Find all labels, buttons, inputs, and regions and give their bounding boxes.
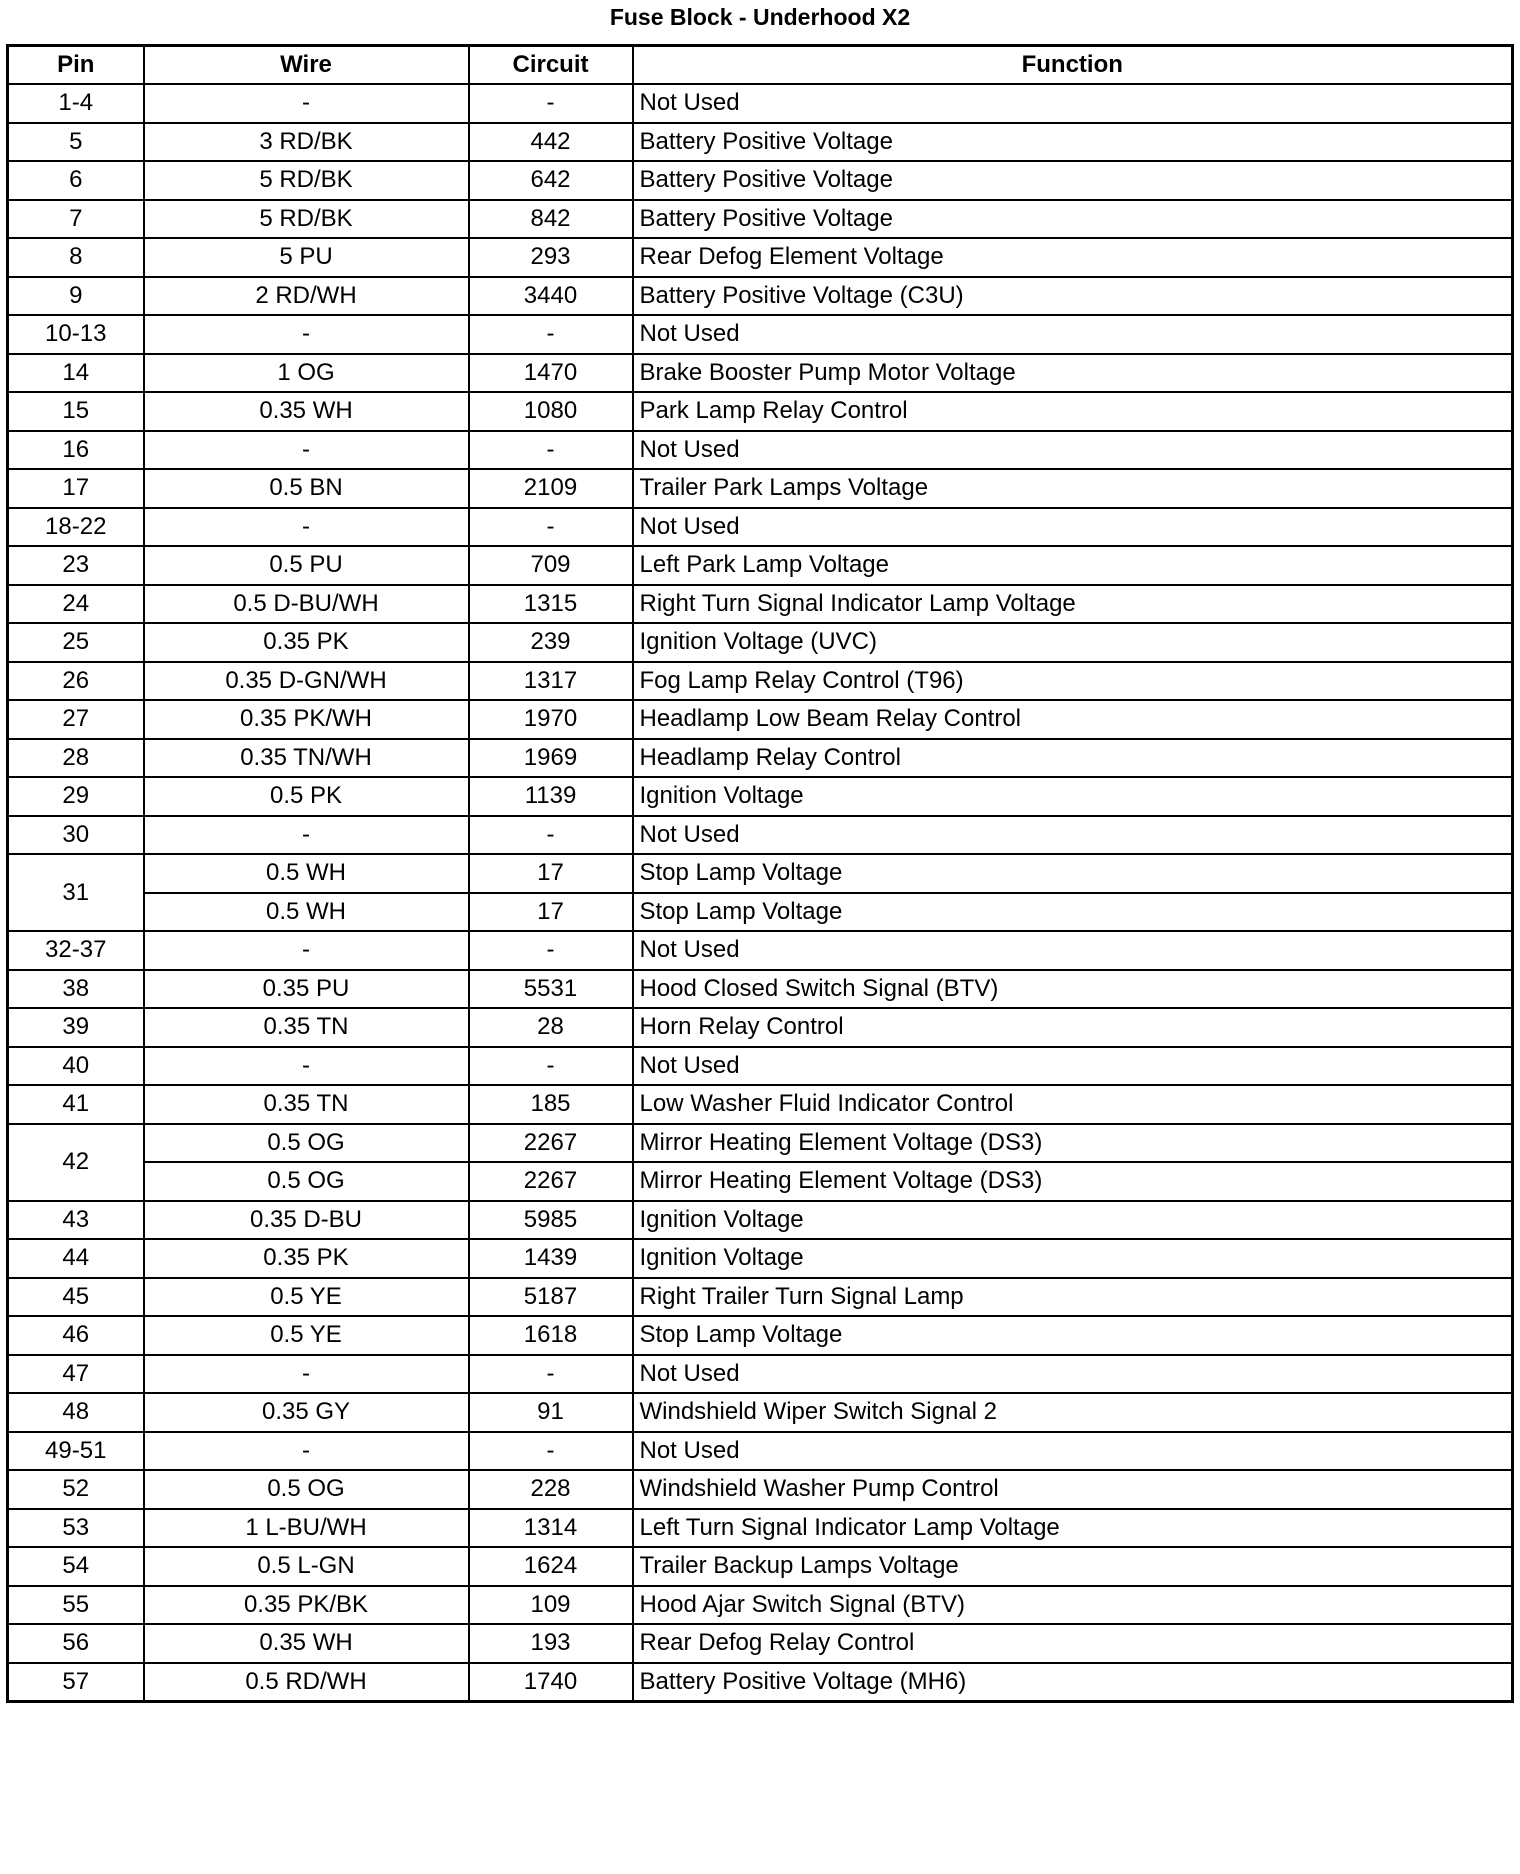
table-row — [8, 623, 1513, 662]
circuit-cell: 293 — [469, 238, 633, 277]
table-row — [8, 1278, 1513, 1317]
circuit-cell: 5531 — [469, 970, 633, 1009]
document-title: Fuse Block - Underhood X2 — [609, 4, 911, 30]
wire-cell: - — [144, 431, 469, 470]
wire-cell: 0.35 PU — [144, 970, 469, 1009]
table-row — [8, 84, 1513, 123]
function-cell: Stop Lamp Voltage — [633, 1316, 1513, 1355]
wire-cell: 0.5 WH — [144, 893, 469, 932]
pin-cell: 40 — [8, 1047, 144, 1086]
wire-cell: - — [144, 1432, 469, 1471]
table-row — [8, 1316, 1513, 1355]
wire-cell: 2 RD/WH — [144, 277, 469, 316]
pin-cell: 49-51 — [8, 1432, 144, 1471]
wire-cell: 0.35 D-GN/WH — [144, 662, 469, 701]
pin-cell: 39 — [8, 1008, 144, 1047]
function-cell: Not Used — [633, 508, 1513, 547]
pin-cell: 53 — [8, 1509, 144, 1548]
pin-cell: 18-22 — [8, 508, 144, 547]
circuit-cell: 1624 — [469, 1547, 633, 1586]
function-cell: Trailer Park Lamps Voltage — [633, 469, 1513, 508]
table-row — [8, 354, 1513, 393]
wire-cell: 0.5 WH — [144, 854, 469, 893]
pin-cell: 8 — [8, 238, 144, 277]
wire-cell: 5 RD/BK — [144, 161, 469, 200]
circuit-cell: 17 — [469, 854, 633, 893]
function-cell: Stop Lamp Voltage — [633, 854, 1513, 893]
table-row — [8, 508, 1513, 547]
table-row — [8, 1547, 1513, 1586]
wire-cell: 0.35 WH — [144, 392, 469, 431]
table-row — [8, 1586, 1513, 1625]
function-cell: Fog Lamp Relay Control (T96) — [633, 662, 1513, 701]
table-row — [8, 1355, 1513, 1394]
function-cell: Hood Ajar Switch Signal (BTV) — [633, 1586, 1513, 1625]
circuit-cell: - — [469, 1355, 633, 1394]
circuit-cell: - — [469, 931, 633, 970]
wire-cell: - — [144, 84, 469, 123]
pin-cell: 41 — [8, 1085, 144, 1124]
table-row — [8, 662, 1513, 701]
wire-cell: 0.35 PK — [144, 623, 469, 662]
function-cell: Ignition Voltage — [633, 1201, 1513, 1240]
function-cell: Mirror Heating Element Voltage (DS3) — [633, 1124, 1513, 1163]
circuit-cell: 1139 — [469, 777, 633, 816]
function-cell: Not Used — [633, 1047, 1513, 1086]
wire-cell: 0.35 PK — [144, 1239, 469, 1278]
pin-cell: 52 — [8, 1470, 144, 1509]
table-row — [8, 1124, 1513, 1163]
wire-column-header: Wire — [144, 46, 469, 85]
table-row — [8, 777, 1513, 816]
pin-cell: 42 — [8, 1124, 144, 1201]
table-row — [8, 1663, 1513, 1702]
pin-cell: 28 — [8, 739, 144, 778]
circuit-cell: 2267 — [469, 1124, 633, 1163]
circuit-cell: - — [469, 315, 633, 354]
table-row — [8, 739, 1513, 778]
table-row — [8, 700, 1513, 739]
circuit-cell: 709 — [469, 546, 633, 585]
circuit-cell: - — [469, 1432, 633, 1471]
wire-cell: 1 OG — [144, 354, 469, 393]
pin-cell: 44 — [8, 1239, 144, 1278]
pin-cell: 56 — [8, 1624, 144, 1663]
wire-cell: 0.5 OG — [144, 1162, 469, 1201]
table-row — [8, 1047, 1513, 1086]
table-row — [8, 854, 1513, 893]
pin-cell: 23 — [8, 546, 144, 585]
pin-cell: 7 — [8, 200, 144, 239]
pin-cell: 24 — [8, 585, 144, 624]
table-row — [8, 1162, 1513, 1201]
pin-cell: 54 — [8, 1547, 144, 1586]
circuit-cell: 5187 — [469, 1278, 633, 1317]
table-row — [8, 277, 1513, 316]
circuit-cell: 1080 — [469, 392, 633, 431]
pin-cell: 57 — [8, 1663, 144, 1702]
wire-cell: - — [144, 1047, 469, 1086]
pin-cell: 48 — [8, 1393, 144, 1432]
table-row — [8, 1624, 1513, 1663]
circuit-cell: - — [469, 84, 633, 123]
pin-cell: 1-4 — [8, 84, 144, 123]
wire-cell: 0.5 L-GN — [144, 1547, 469, 1586]
table-row — [8, 970, 1513, 1009]
table-row — [8, 1239, 1513, 1278]
function-cell: Stop Lamp Voltage — [633, 893, 1513, 932]
wire-cell: 0.35 TN — [144, 1085, 469, 1124]
function-cell: Windshield Washer Pump Control — [633, 1470, 1513, 1509]
circuit-cell: 3440 — [469, 277, 633, 316]
circuit-cell: 1470 — [469, 354, 633, 393]
wire-cell: 0.35 PK/WH — [144, 700, 469, 739]
table-row — [8, 1201, 1513, 1240]
pin-cell: 45 — [8, 1278, 144, 1317]
function-cell: Brake Booster Pump Motor Voltage — [633, 354, 1513, 393]
circuit-cell: 1439 — [469, 1239, 633, 1278]
function-cell: Not Used — [633, 431, 1513, 470]
table-row — [8, 816, 1513, 855]
pin-cell: 47 — [8, 1355, 144, 1394]
pin-cell: 55 — [8, 1586, 144, 1625]
table-row — [8, 1085, 1513, 1124]
function-cell: Not Used — [633, 84, 1513, 123]
table-row — [8, 238, 1513, 277]
pin-cell: 31 — [8, 854, 144, 931]
table-row — [8, 893, 1513, 932]
pin-cell: 14 — [8, 354, 144, 393]
wire-cell: 0.5 D-BU/WH — [144, 585, 469, 624]
pin-cell: 10-13 — [8, 315, 144, 354]
function-cell: Headlamp Relay Control — [633, 739, 1513, 778]
wire-cell: 0.5 OG — [144, 1124, 469, 1163]
pin-cell: 32-37 — [8, 931, 144, 970]
wire-cell: 0.35 D-BU — [144, 1201, 469, 1240]
table-row — [8, 1470, 1513, 1509]
circuit-cell: 1740 — [469, 1663, 633, 1702]
function-cell: Ignition Voltage — [633, 1239, 1513, 1278]
circuit-cell: 239 — [469, 623, 633, 662]
wire-cell: 0.5 PU — [144, 546, 469, 585]
function-cell: Low Washer Fluid Indicator Control — [633, 1085, 1513, 1124]
pin-cell: 6 — [8, 161, 144, 200]
wire-cell: - — [144, 816, 469, 855]
table-row — [8, 546, 1513, 585]
pin-cell: 46 — [8, 1316, 144, 1355]
table-row — [8, 161, 1513, 200]
circuit-cell: 1970 — [469, 700, 633, 739]
function-cell: Trailer Backup Lamps Voltage — [633, 1547, 1513, 1586]
pin-cell: 15 — [8, 392, 144, 431]
pin-cell: 26 — [8, 662, 144, 701]
function-cell: Ignition Voltage (UVC) — [633, 623, 1513, 662]
circuit-cell: 2267 — [469, 1162, 633, 1201]
wire-cell: 5 PU — [144, 238, 469, 277]
pin-cell: 17 — [8, 469, 144, 508]
circuit-cell: 109 — [469, 1586, 633, 1625]
wire-cell: - — [144, 1355, 469, 1394]
circuit-cell: 228 — [469, 1470, 633, 1509]
function-cell: Not Used — [633, 1355, 1513, 1394]
wire-cell: 0.5 BN — [144, 469, 469, 508]
circuit-cell: - — [469, 1047, 633, 1086]
function-cell: Park Lamp Relay Control — [633, 392, 1513, 431]
circuit-cell: 1314 — [469, 1509, 633, 1548]
table-row — [8, 392, 1513, 431]
circuit-cell: 1315 — [469, 585, 633, 624]
circuit-cell: 185 — [469, 1085, 633, 1124]
wire-cell: 0.35 TN/WH — [144, 739, 469, 778]
wire-cell: - — [144, 315, 469, 354]
pin-cell: 27 — [8, 700, 144, 739]
wire-cell: 0.5 PK — [144, 777, 469, 816]
table-row — [8, 1008, 1513, 1047]
circuit-cell: 91 — [469, 1393, 633, 1432]
wire-cell: 0.5 OG — [144, 1470, 469, 1509]
wire-cell: 0.5 YE — [144, 1278, 469, 1317]
pin-column-header: Pin — [8, 46, 144, 85]
circuit-cell: 193 — [469, 1624, 633, 1663]
function-cell: Left Park Lamp Voltage — [633, 546, 1513, 585]
table-row — [8, 431, 1513, 470]
table-row — [8, 931, 1513, 970]
table-row — [8, 123, 1513, 162]
wire-cell: 0.5 RD/WH — [144, 1663, 469, 1702]
table-row — [8, 1393, 1513, 1432]
circuit-cell: 1317 — [469, 662, 633, 701]
function-cell: Mirror Heating Element Voltage (DS3) — [633, 1162, 1513, 1201]
function-cell: Right Trailer Turn Signal Lamp — [633, 1278, 1513, 1317]
function-cell: Battery Positive Voltage — [633, 200, 1513, 239]
wire-cell: 5 RD/BK — [144, 200, 469, 239]
wire-cell: - — [144, 931, 469, 970]
pin-cell: 25 — [8, 623, 144, 662]
function-cell: Left Turn Signal Indicator Lamp Voltage — [633, 1509, 1513, 1548]
table-row — [8, 1432, 1513, 1471]
function-cell: Not Used — [633, 315, 1513, 354]
table-row — [8, 200, 1513, 239]
table-row — [8, 315, 1513, 354]
table-header — [8, 46, 1513, 85]
circuit-cell: 842 — [469, 200, 633, 239]
wire-cell: 1 L-BU/WH — [144, 1509, 469, 1548]
circuit-cell: 642 — [469, 161, 633, 200]
function-cell: Battery Positive Voltage — [633, 123, 1513, 162]
wire-cell: 0.35 WH — [144, 1624, 469, 1663]
function-cell: Horn Relay Control — [633, 1008, 1513, 1047]
function-cell: Battery Positive Voltage (MH6) — [633, 1663, 1513, 1702]
function-cell: Not Used — [633, 816, 1513, 855]
circuit-cell: 2109 — [469, 469, 633, 508]
pin-cell: 9 — [8, 277, 144, 316]
table-row — [8, 1509, 1513, 1548]
wire-cell: 0.5 YE — [144, 1316, 469, 1355]
function-cell: Ignition Voltage — [633, 777, 1513, 816]
pin-cell: 29 — [8, 777, 144, 816]
function-cell: Hood Closed Switch Signal (BTV) — [633, 970, 1513, 1009]
pin-cell: 30 — [8, 816, 144, 855]
function-cell: Rear Defog Relay Control — [633, 1624, 1513, 1663]
table-row — [8, 585, 1513, 624]
function-cell: Windshield Wiper Switch Signal 2 — [633, 1393, 1513, 1432]
function-column-header: Function — [633, 46, 1513, 85]
circuit-cell: 5985 — [469, 1201, 633, 1240]
wire-cell: - — [144, 508, 469, 547]
pin-cell: 38 — [8, 970, 144, 1009]
circuit-column-header: Circuit — [469, 46, 633, 85]
wire-cell: 3 RD/BK — [144, 123, 469, 162]
table-body — [8, 84, 1513, 1701]
wire-cell: 0.35 GY — [144, 1393, 469, 1432]
circuit-cell: 442 — [469, 123, 633, 162]
pin-cell: 5 — [8, 123, 144, 162]
circuit-cell: 1969 — [469, 739, 633, 778]
function-cell: Battery Positive Voltage (C3U) — [633, 277, 1513, 316]
connector-pinout-table — [6, 44, 1514, 1703]
header-row — [8, 46, 1513, 85]
function-cell: Not Used — [633, 1432, 1513, 1471]
function-cell: Rear Defog Element Voltage — [633, 238, 1513, 277]
wire-cell: 0.35 PK/BK — [144, 1586, 469, 1625]
circuit-cell: 17 — [469, 893, 633, 932]
pin-cell: 43 — [8, 1201, 144, 1240]
function-cell: Not Used — [633, 931, 1513, 970]
table-row — [8, 469, 1513, 508]
function-cell: Headlamp Low Beam Relay Control — [633, 700, 1513, 739]
circuit-cell: - — [469, 508, 633, 547]
function-cell: Battery Positive Voltage — [633, 161, 1513, 200]
circuit-cell: 28 — [469, 1008, 633, 1047]
function-cell: Right Turn Signal Indicator Lamp Voltage — [633, 585, 1513, 624]
circuit-cell: 1618 — [469, 1316, 633, 1355]
circuit-cell: - — [469, 431, 633, 470]
pin-cell: 16 — [8, 431, 144, 470]
wire-cell: 0.35 TN — [144, 1008, 469, 1047]
circuit-cell: - — [469, 816, 633, 855]
